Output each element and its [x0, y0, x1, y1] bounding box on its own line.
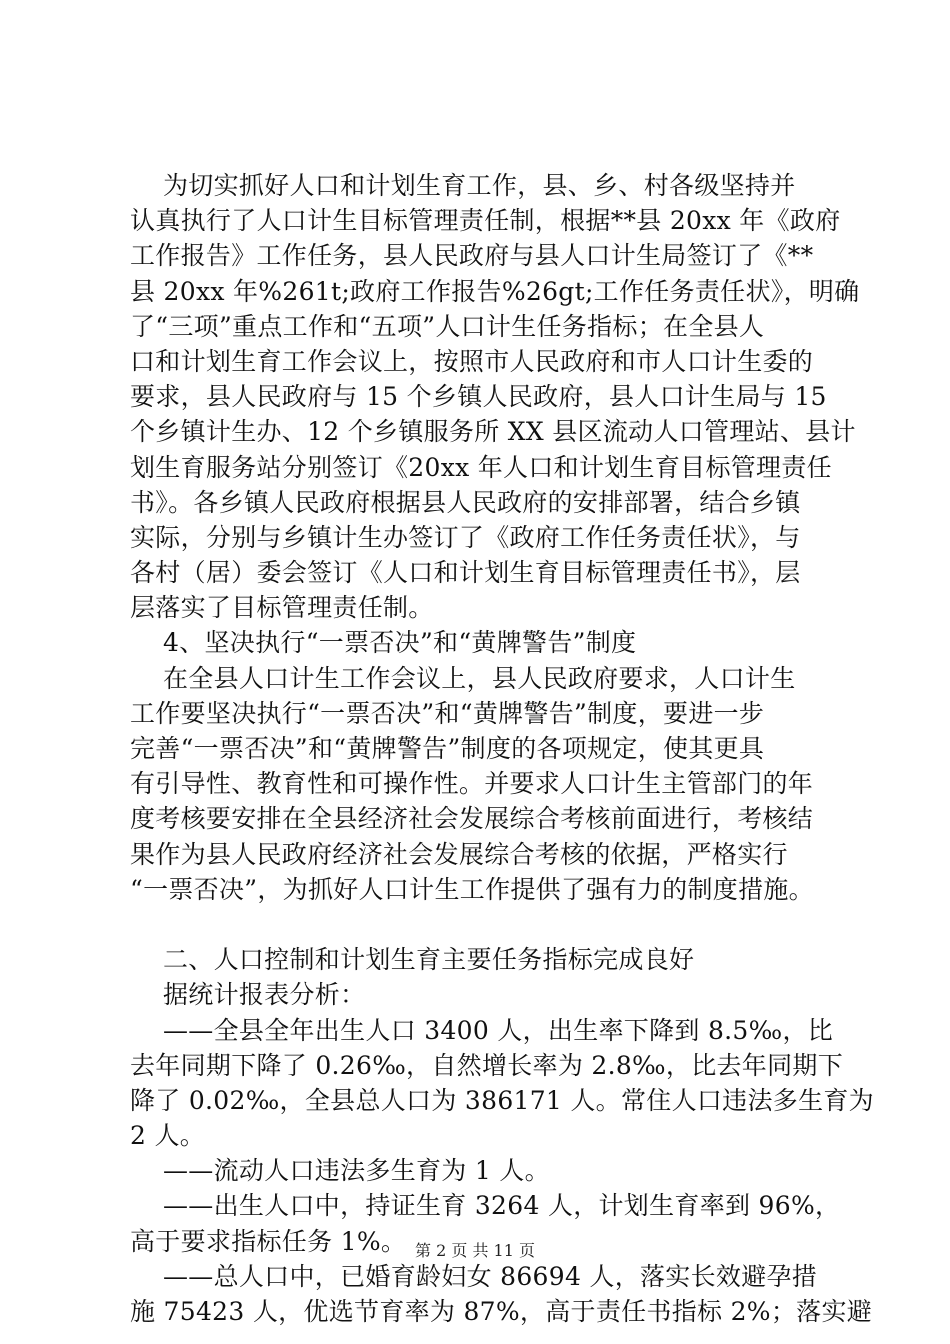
text-line: 口和计划生育工作会议上，按照市人民政府和市人口计生委的	[130, 346, 814, 376]
text-line: “一票否决”，为抓好人口计生工作提供了强有力的制度措施。	[130, 874, 814, 904]
text-line: 度考核要安排在全县经济社会发展综合考核前面进行，考核结	[130, 804, 814, 834]
text-line: 认真执行了人口计生目标管理责任制，根据**县 20xx 年《政府	[130, 206, 841, 236]
text-line: 工作报告》工作任务，县人民政府与县人口计生局签订了《**	[130, 241, 814, 271]
text-line: 层落实了目标管理责任制。	[130, 593, 434, 623]
text-line: 了“三项”重点工作和“五项”人口计生任务指标；在全县人	[130, 311, 765, 341]
text-line: 有引导性、教育性和可操作性。并要求人口计生主管部门的年	[130, 769, 814, 799]
text-line: 书》。各乡镇人民政府根据县人民政府的安排部署，结合乡镇	[130, 487, 801, 517]
text-line: ——流动人口违法多生育为 1 人。	[130, 1156, 550, 1186]
text-line: 2 人。	[130, 1121, 206, 1151]
text-line: 据统计报表分析：	[130, 980, 366, 1010]
text-line: 在全县人口计生工作会议上，县人民政府要求，人口计生	[130, 663, 796, 693]
text-line: ——出生人口中，持证生育 3264 人，计划生育率到 96%，	[130, 1191, 841, 1221]
text-line: 二、人口控制和计划生育主要任务指标完成良好	[130, 945, 695, 975]
text-line: 个乡镇计生办、12 个乡镇服务所 XX 县区流动人口管理站、县计	[130, 417, 856, 447]
text-line: 果作为县人民政府经济社会发展综合考核的依据，严格实行	[130, 839, 788, 869]
blank-line	[130, 907, 850, 942]
text-line: 施 75423 人，优选节育率为 87%，高于责任书指标 2%；落实避	[130, 1297, 873, 1326]
text-line: 高于要求指标任务 1%。	[130, 1226, 407, 1256]
text-line: 工作要坚决执行“一票否决”和“黄牌警告”制度，要进一步	[130, 698, 765, 728]
text-line: 划生育服务站分别签订《20xx 年人口和计划生育目标管理责任	[130, 452, 832, 482]
text-line: 完善“一票否决”和“黄牌警告”制度的各项规定，使其更具	[130, 734, 765, 763]
text-line: 各村（居）委会签订《人口和计划生育目标管理责任书》，层	[130, 558, 801, 588]
text-line: ——全县全年出生人口 3400 人，出生率下降到 8.5‰，比	[130, 1015, 834, 1045]
text-line: ——总人口中，已婚育龄妇女 86694 人，落实长效避孕措	[130, 1261, 818, 1291]
text-line: 去年同期下降了 0.26‰，自然增长率为 2.8‰，比去年同期下	[130, 1050, 844, 1080]
page-footer: 第 2 页 共 11 页	[415, 1241, 535, 1260]
text-line: 县 20xx 年%261t;政府工作报告%26gt;工作任务责任状》，明确	[130, 276, 860, 306]
text-line: 为切实抓好人口和计划生育工作，县、乡、村各级坚持并	[130, 171, 796, 200]
text-line: 降了 0.02‰，全县总人口为 386171 人。常住人口违法多生育为	[130, 1085, 874, 1115]
text-line: 4、坚决执行“一票否决”和“黄牌警告”制度	[130, 628, 637, 658]
text-line: 要求，县人民政府与 15 个乡镇人民政府，县人口计生局与 15	[130, 382, 827, 412]
body-text	[130, 168, 874, 1329]
text-line: 实际，分别与乡镇计生办签订了《政府工作任务责任状》，与	[130, 522, 801, 552]
